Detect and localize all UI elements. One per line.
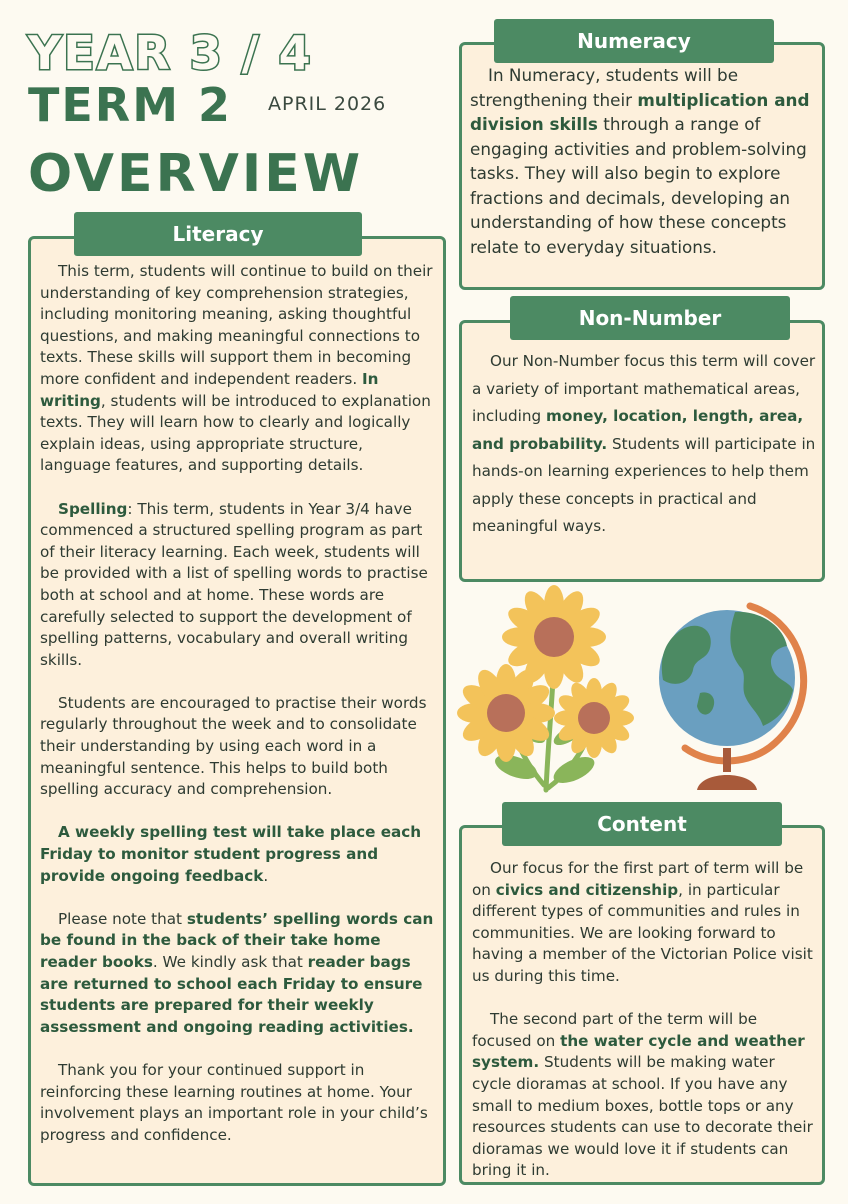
literacy-text [40, 261, 436, 1168]
literacy-title: Literacy [74, 212, 362, 256]
year-heading: YEAR 3 / 4 [28, 26, 313, 80]
numeracy-title: Numeracy [494, 19, 774, 63]
content-text: Our focus for the first part of term will be on civics and citizenship, in particular different types of communities and rules in communities. We are looking forward to having a member of the Victorian Police visit us during this time. The second part of the term will be focused on the water cycle and weather system. Students will be making water cycle dioramas at school. If you have any small to medium boxes, bottle tops or any resources students can use to decorate their dioramas we would love it if students can bring it in. [472, 859, 813, 1180]
literacy-paragraph-thanks: Thank you for your continued support in reinforcing these learning routines at home. Your involvement plays an important role in your child’s progress and confidence. [40, 1060, 428, 1144]
literacy-paragraph-spelling: Spelling: This term, students in Year 3/4 have commenced a structured spelling program as part of their literacy learning. Each week, students will be provided with a list of spelling words to practise both at school and at home. These words are carefully selected to support the development of spelling patterns, vocabulary and overall writing skills. [40, 499, 428, 669]
term-heading: TERM 2 [28, 78, 233, 132]
non-number-title: Non-Number [510, 296, 790, 340]
literacy-paragraph-practise: Students are encouraged to practise their words regularly throughout the week and to consolidate their understanding by using each word in a meaningful sentence. This helps to build both spelling accuracy and comprehension. [40, 693, 427, 799]
content-title: Content [502, 802, 782, 846]
literacy-paragraph-note: Please note that students’ spelling words can be found in the back of their take home reader books. We kindly ask that reader bags are returned to school each Friday to ensure students are prepared for their weekly assessment and ongoing reading activities. [40, 909, 434, 1036]
numeracy-text: In Numeracy, students will be strengthening their multiplication and division skills through a range of engaging activities and problem-solving tasks. They will also begin to explore fractions and decimals, developing an understanding of how these concepts relate to everyday situations. [470, 65, 810, 257]
date-label: APRIL 2026 [268, 93, 387, 115]
literacy-paragraph-reading: This term, students will continue to build on their understanding of key comprehension strategies, including monitoring meaning, asking thoughtful questions, and making meaningful connections to texts. These skills will support them in becoming more confident and independent readers. In writing, students will be introduced to explanation texts. They will learn how to clearly and logically explain ideas, using appropriate structure, language features, and supporting details. [40, 262, 433, 475]
non-number-text: Our Non-Number focus this term will cover a variety of important mathematical areas, including money, location, length, area, and probability. Students will participate in hands-on learning experiences to help them apply these concepts in practical and meaningful ways. [472, 352, 816, 535]
overview-heading: OVERVIEW [28, 144, 364, 204]
globe-illustration [655, 598, 820, 796]
sunflowers-illustration [456, 585, 636, 795]
literacy-paragraph-test: A weekly spelling test will take place each Friday to monitor student progress and provide ongoing feedback. [40, 823, 422, 885]
